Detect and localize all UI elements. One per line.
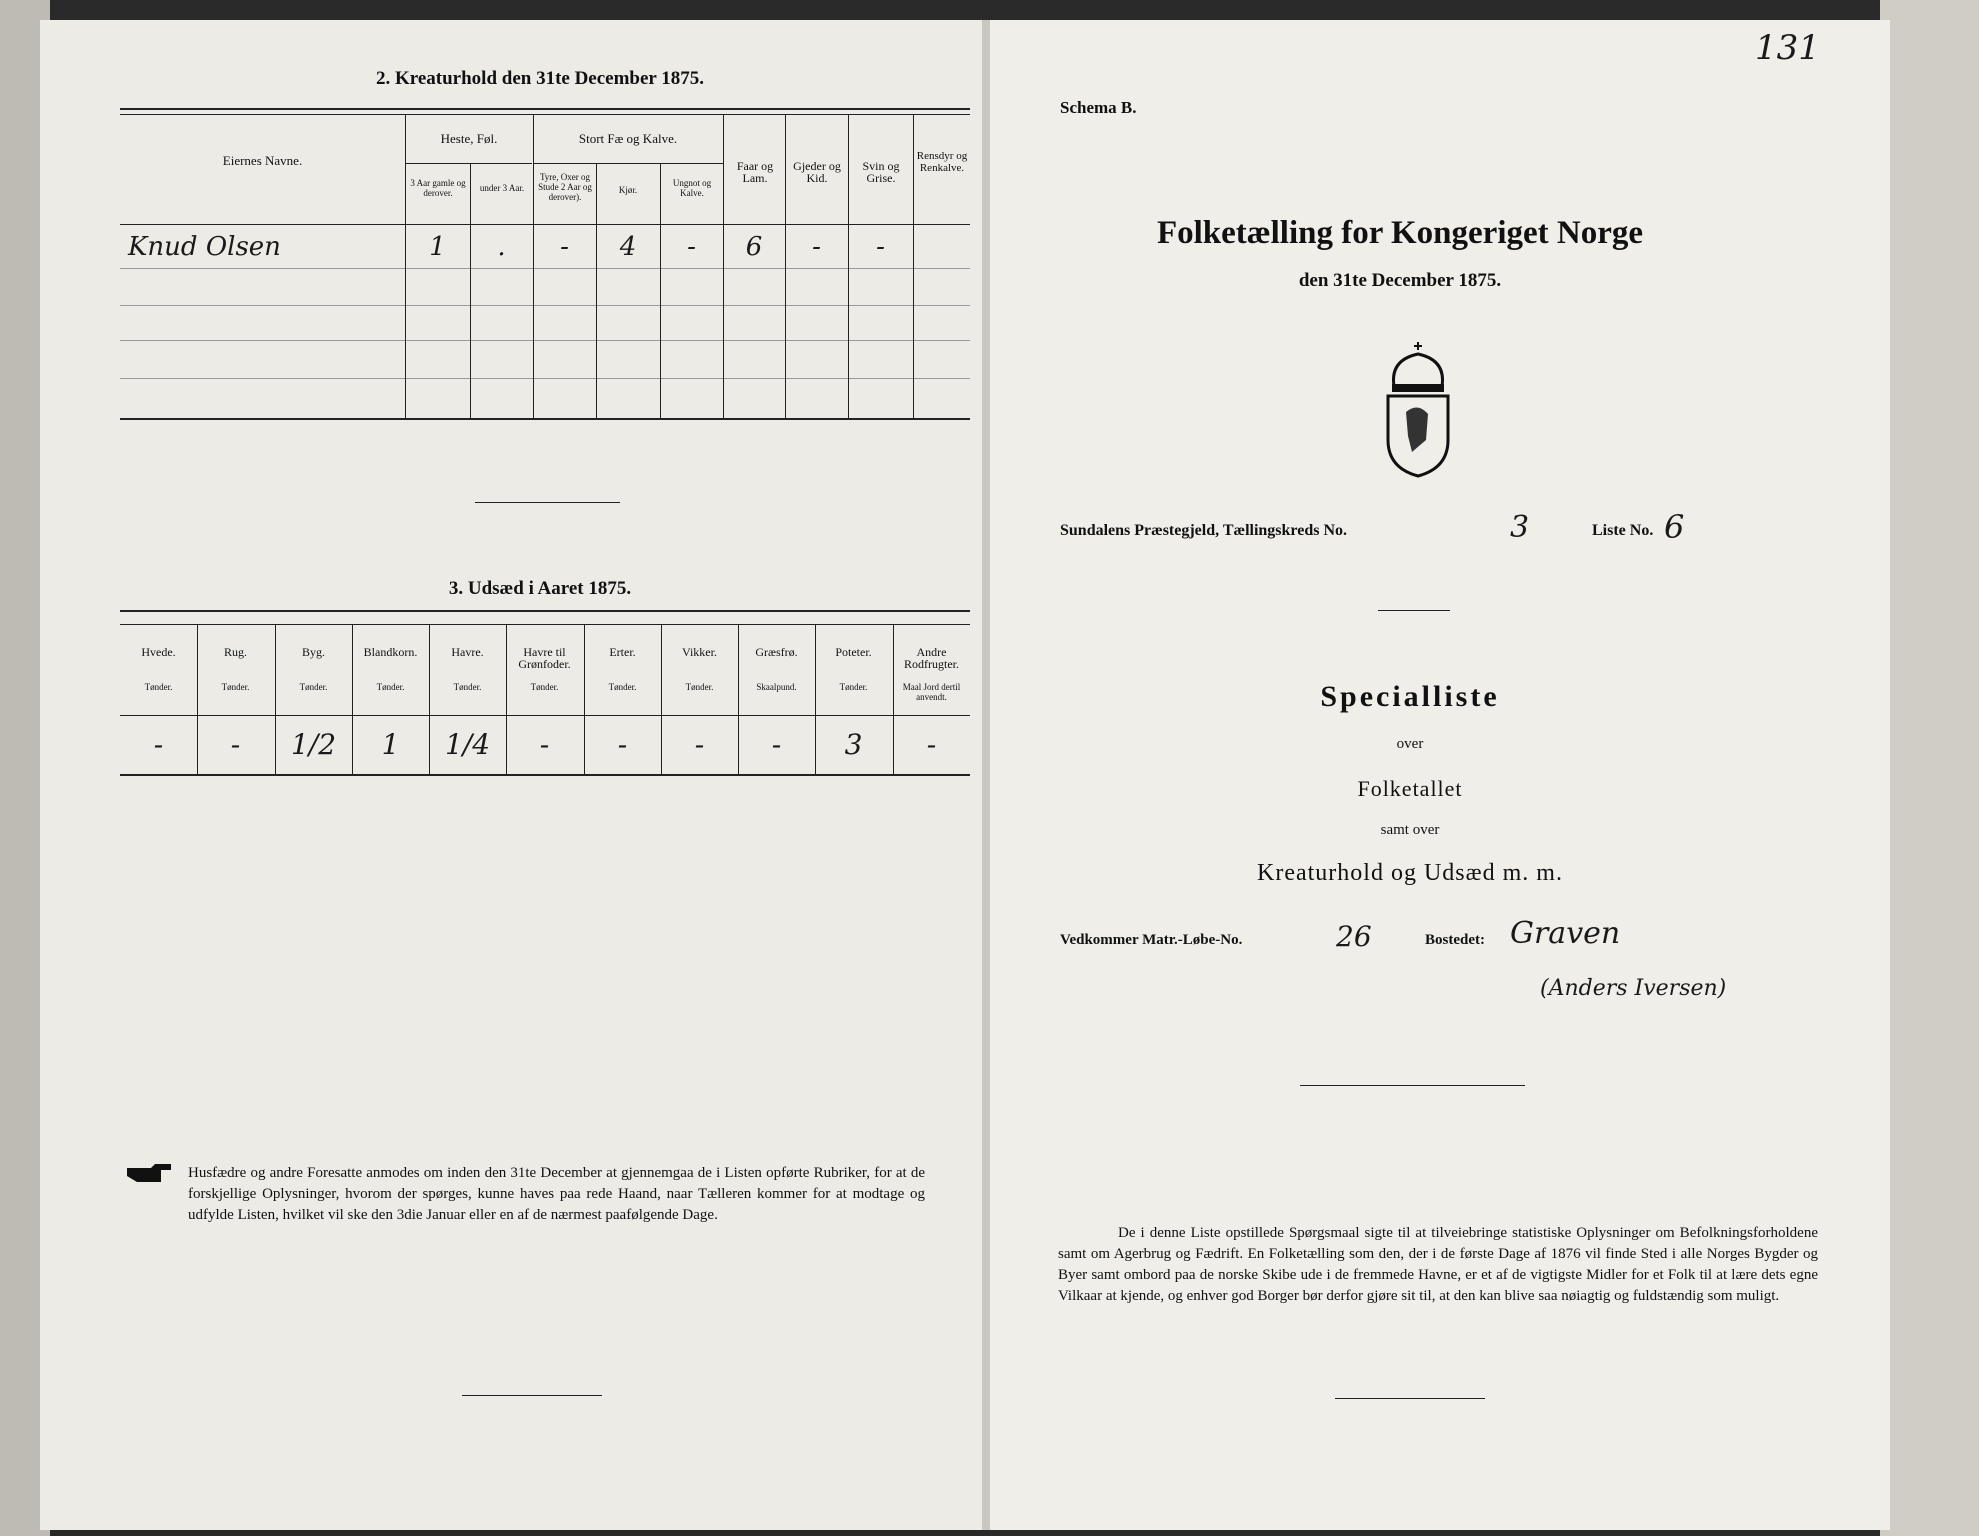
table2-row-line [120,268,970,269]
col-pigs-header: Svin og Grise. [862,159,900,185]
table3-col-unit: Tønder. [221,682,250,692]
section3-title: 3. Udsæd i Aaret 1875. [448,578,632,599]
owner-name: Knud Olsen [128,232,281,262]
parish-label: Sundalens Præstegjeld, Tællingskreds No. [1060,522,1348,539]
schema-label: Schema B. [1060,98,1137,117]
table2-top-rule2 [120,114,970,115]
table3-col-name: Hvede. [141,645,176,659]
table3-col-unit: Tønder. [299,682,328,692]
table2-vline [785,114,786,418]
table2-vline [848,114,849,418]
samt-over-text: samt over [1380,822,1440,838]
bosted-note: (Anders Iversen) [1540,976,1727,1001]
folketallet-text: Folketallet [1357,776,1463,801]
main-date: den 31te December 1875. [1298,270,1502,291]
table3-col-unit: Skaalpund. [756,682,797,692]
table3-col-name: Byg. [301,645,325,659]
col-horses-header: Heste, Føl. [440,131,498,146]
table3-col-unit: Tønder. [839,682,868,692]
list-number: 6 [1664,508,1685,546]
goats-value: - [812,232,821,262]
cattle-subrule [533,163,723,164]
title-divider [1378,610,1450,611]
sheep-value: 6 [745,232,763,262]
table3-col-unit: Tønder. [376,682,405,692]
col-young-cattle-header: Ungnot og Kalve. [672,178,712,198]
table3-col-name: Græsfrø. [755,645,798,659]
section2-title: 2. Kreaturhold den 31te December 1875. [375,68,705,89]
table3-col-name: Erter. [609,645,636,659]
table3-col-unit: Tønder. [685,682,714,692]
table2-vline [470,163,471,418]
pigs-value: - [876,232,885,262]
table2-vline [533,114,534,418]
specialliste-heading: Specialliste [1320,680,1500,713]
table3-col-name: Havre. [451,645,484,659]
table3-col-name: Vikker. [682,645,717,659]
book-gutter [982,20,990,1530]
page-number: 131 [1755,28,1820,68]
table2-header-rule [120,224,970,225]
bosted-label: Bostedet: [1425,932,1485,948]
table3-value: 1/2 [290,728,337,761]
table3-value: - [617,728,628,761]
col-sheep-header: Faar og Lam. [736,159,774,185]
right-book-edge [1880,0,1979,1536]
info-paragraph: De i denne Liste opstillede Spørgsmaal sigte til at tilveiebringe statistiske Oplysninger om Befolkningsforholdene samt om Agerbrug og Fædrift. En Folketælling som den, der i de første Dage af 1876 vil finde Sted i alle Norges Bygder og Byer samt ombord paa de norske Skibe ude i de fremmede Havne, er et af de vigtigste Midler for et Folk til at lære dets egne Vilkaar at kjende, og enhver god Borger bør derfor gjøre sit til, at den kan blive saa nøiagtig og fuldstændig som muligt. [1058,1225,1818,1304]
table3-value: 1/4 [444,728,491,761]
table3-value: - [771,728,782,761]
col-goats-header: Gjeder og Kid. [793,159,841,185]
table3-col-name: Andre Rodfrugter. [904,645,959,671]
table2-row-line [120,378,970,379]
footer-rule [462,1395,602,1396]
table3-value: - [230,728,241,761]
district-number: 3 [1510,510,1530,545]
instruction-note: Husfædre og andre Foresatte anmodes om inden den 31te December at gjennemgaa de i Listen opførte Rubriker, for at de forskjellige Oplysninger, hvorom der spørges, kunne haves paa rede Haand, naar Tælleren kommer for at modtage og udfylde Listen, hvilket vil ske den 3die Januar eller en af de nærmest paafølgende Dage. [188,1165,925,1223]
col-owner-header: Eiernes Navne. [222,153,303,168]
table3-top-rule2 [120,624,970,625]
separator-rule [475,502,620,503]
table3-value: 1 [381,728,400,761]
table2-vline [596,163,597,418]
col-horses-young-header: under 3 Aar. [479,183,525,193]
young-cattle-value: - [687,232,696,262]
list-label: Liste No. [1592,522,1654,539]
table3-col-name: Havre til Grønfoder. [518,645,571,671]
bottom-divider [1335,1398,1485,1399]
table2-vline [723,114,724,418]
table2-vline [660,163,661,418]
table3-value: - [539,728,550,761]
col-cattle-header: Stort Fæ og Kalve. [578,131,678,146]
horses-young-value: . [497,232,506,262]
col-reindeer-header: Rensdyr og Renkalve. [916,150,968,174]
table3-col-name: Rug. [223,645,247,659]
table2-bottom-rule [120,418,970,420]
cows-value: 4 [619,232,637,262]
matr-number: 26 [1336,920,1372,953]
table3-col-unit: Tønder. [453,682,482,692]
table2-row-line [120,305,970,306]
horses-old-value: 1 [429,232,446,262]
table3-value: - [694,728,705,761]
table3-value: - [153,728,164,761]
table3-col-name: Blandkorn. [363,645,418,659]
table3-value: - [926,728,937,761]
over-text: over [1396,736,1424,752]
col-cows-header: Kjør. [618,185,638,195]
table3-header-rule [120,715,970,716]
kreaturhold-text: Kreaturhold og Udsæd m. m. [1257,860,1563,886]
bulls-value: - [560,232,569,262]
table3-top-rule [120,610,970,612]
table3-col-name: Poteter. [835,645,872,659]
table3-col-unit: Tønder. [608,682,637,692]
table3-value: 3 [844,728,863,761]
col-bulls-header: Tyre, Oxer og Stude 2 Aar og derover). [538,172,592,202]
table3-col-unit: Tønder. [144,682,173,692]
table3-col-unit: Maal Jord dertil anvendt. [902,682,961,702]
table3-col-unit: Tønder. [530,682,559,692]
bosted-divider [1300,1085,1525,1086]
main-title: Folketælling for Kongeriget Norge [1156,215,1644,251]
table3-bottom-rule [120,774,970,776]
matr-label: Vedkommer Matr.-Løbe-No. [1060,932,1243,948]
horse-subrule [405,163,532,164]
table2-vline [405,114,406,418]
col-horses-old-header: 3 Aar gamle og derover. [410,178,466,198]
table2-row-line [120,340,970,341]
coat-of-arms-icon [1380,340,1456,480]
pointing-hand-icon [125,1160,175,1186]
table2-top-rule [120,108,970,110]
bosted-value: Graven [1510,916,1621,951]
